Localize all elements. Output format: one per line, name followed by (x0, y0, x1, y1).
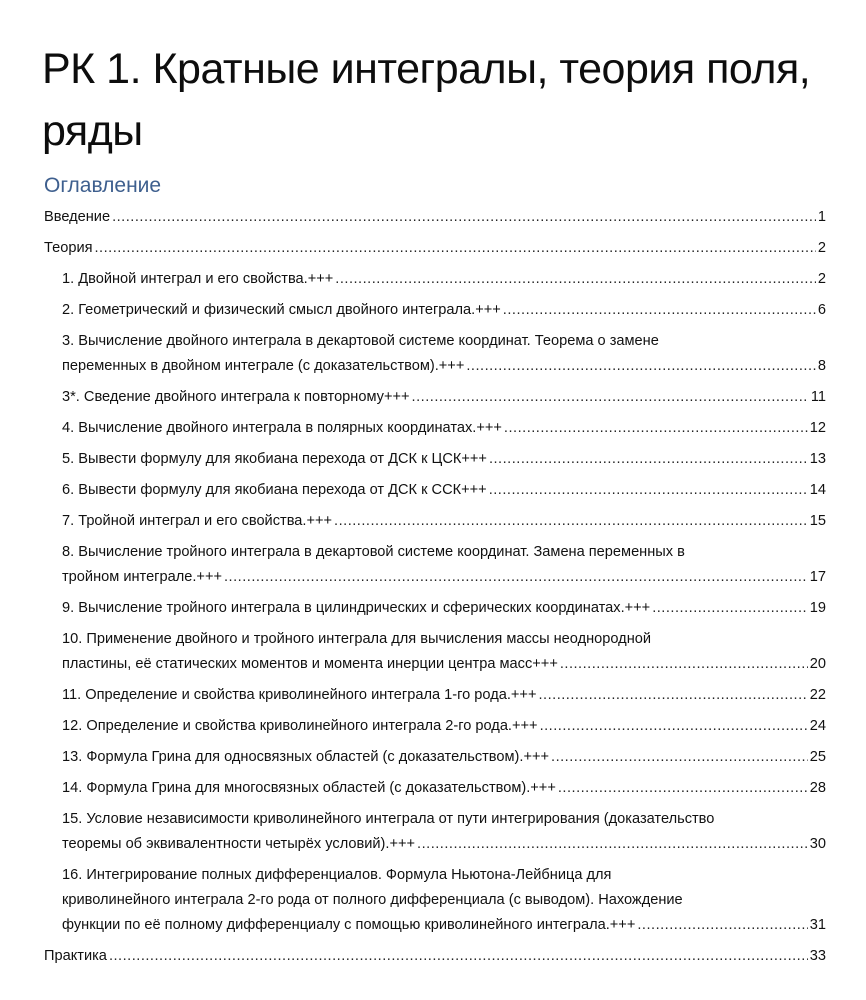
toc-section-entry[interactable] (44, 205, 826, 230)
toc-page-number: 15 (809, 513, 826, 529)
toc-subsection-entry[interactable] (44, 683, 826, 708)
toc-entry-last-line (44, 236, 826, 261)
toc-page-number: 13 (809, 451, 826, 467)
document-title: РК 1. Кратные интегралы, теория поля, ряды (42, 45, 811, 155)
toc-section-entry[interactable] (44, 236, 826, 261)
toc-page-number: 1 (817, 209, 826, 225)
toc-link[interactable] (62, 776, 826, 801)
toc-link[interactable] (62, 267, 826, 292)
toc-dot-leader (224, 565, 808, 590)
toc-dot-leader (334, 509, 808, 534)
toc-page-number: 33 (809, 948, 826, 964)
toc-entry-text-line: 3. Вычисление двойного интеграла в декартовой системе координат. Теорема о замене (62, 333, 659, 349)
toc-dot-leader (652, 596, 808, 621)
toc-dot-leader (551, 745, 808, 770)
toc-entry-text: тройном интеграле.+++ (62, 569, 222, 585)
toc-entry-last-line (62, 745, 826, 770)
toc-page-number: 28 (809, 780, 826, 796)
toc-subsection-entry[interactable] (44, 540, 826, 590)
toc-dot-leader (489, 447, 808, 472)
toc-entry-last-line (62, 714, 826, 739)
toc-subsection-entry[interactable] (44, 329, 826, 379)
toc-page-number: 2 (817, 271, 826, 287)
toc-subsection-entry[interactable] (44, 863, 826, 938)
toc-entry-last-line (62, 509, 826, 534)
toc-entry-text: 1. Двойной интеграл и его свойства.+++ (62, 271, 334, 287)
toc-dot-leader (503, 298, 816, 323)
toc-link[interactable] (44, 205, 826, 230)
toc-entry-last-line (62, 354, 826, 379)
toc-entry-last-line (62, 565, 826, 590)
toc-entry-last-line (62, 832, 826, 857)
toc-link[interactable] (62, 745, 826, 770)
toc-page-number: 2 (817, 240, 826, 256)
toc-section-entry[interactable] (44, 944, 826, 969)
toc-link[interactable] (62, 447, 826, 472)
toc-subsection-entry[interactable] (44, 416, 826, 441)
toc-link[interactable] (62, 509, 826, 534)
toc-page-number: 20 (809, 656, 826, 672)
toc-subsection-entry[interactable] (44, 298, 826, 323)
toc-entry-last-line (62, 683, 826, 708)
toc-subsection-entry[interactable] (44, 478, 826, 503)
toc-entry-text: пластины, её статических моментов и момента инерции центра масс+++ (62, 656, 558, 672)
toc-dot-leader (466, 354, 816, 379)
toc-entry-last-line (62, 596, 826, 621)
toc-entry-last-line (62, 416, 826, 441)
toc-link[interactable] (62, 298, 826, 323)
toc-entry-text: Теория (44, 240, 93, 256)
toc-entry-last-line (62, 913, 826, 938)
toc-entry-text-line: 15. Условие независимости криволинейного интеграла от пути интегрирования (доказательство (62, 811, 715, 827)
toc-subsection-entry[interactable] (44, 745, 826, 770)
toc-link[interactable] (62, 807, 826, 857)
toc-entry-text-line: 8. Вычисление тройного интеграла в декартовой системе координат. Замена переменных в (62, 544, 685, 560)
toc-link[interactable] (62, 329, 826, 379)
toc-subsection-entry[interactable] (44, 714, 826, 739)
toc-entry-text: 11. Определение и свойства криволинейного интеграла 1-го рода.+++ (62, 687, 537, 703)
toc-entry-text: 2. Геометрический и физический смысл двойного интеграла.+++ (62, 302, 501, 318)
toc-entry-last-line (62, 478, 826, 503)
toc-subsection-entry[interactable] (44, 509, 826, 534)
toc-entry-text-line: 16. Интегрирование полных дифференциалов. Формула Ньютона-Лейбница для (62, 867, 612, 883)
toc-dot-leader (335, 267, 816, 292)
toc-entry-text: функции по её полному дифференциалу с помощью криволинейного интеграла.+++ (62, 917, 636, 933)
toc-subsection-entry[interactable] (44, 447, 826, 472)
toc-entry-text: 7. Тройной интеграл и его свойства.+++ (62, 513, 333, 529)
toc-subsection-entry[interactable] (44, 596, 826, 621)
toc-link[interactable] (44, 944, 826, 969)
toc-page-number: 17 (809, 569, 826, 585)
toc-link[interactable] (62, 385, 826, 410)
toc-page-number: 25 (809, 749, 826, 765)
toc-subsection-entry[interactable] (44, 776, 826, 801)
toc-dot-leader (417, 832, 808, 857)
toc-dot-leader (637, 913, 807, 938)
toc-dot-leader (112, 205, 816, 230)
toc-entry-last-line (44, 205, 826, 230)
toc-entry-text: 14. Формула Грина для многосвязных областей (с доказательством).+++ (62, 780, 556, 796)
toc-subsection-entry[interactable] (44, 385, 826, 410)
toc-dot-leader (540, 714, 808, 739)
toc-entry-text-line: 10. Применение двойного и тройного интеграла для вычисления массы неоднородной (62, 631, 652, 647)
table-of-contents (44, 205, 826, 975)
toc-entry-last-line (62, 776, 826, 801)
toc-subsection-entry[interactable] (44, 807, 826, 857)
toc-page-number: 8 (817, 358, 826, 374)
toc-page-number: 24 (809, 718, 826, 734)
toc-dot-leader (412, 385, 809, 410)
toc-link[interactable] (62, 714, 826, 739)
toc-page-number: 19 (809, 600, 826, 616)
toc-page-number: 14 (809, 482, 826, 498)
toc-entry-text-line: криволинейного интеграла 2-го рода от полного дифференциала (с выводом). Нахождение (62, 892, 683, 908)
toc-entry-text: 13. Формула Грина для односвязных областей (с доказательством).+++ (62, 749, 550, 765)
toc-entry-last-line (62, 298, 826, 323)
toc-entry-text: 6. Вывести формулу для якобиана перехода от ДСК к ССК+++ (62, 482, 487, 498)
toc-page-number: 6 (817, 302, 826, 318)
toc-entry-text: переменных в двойном интеграле (с доказательством).+++ (62, 358, 465, 374)
toc-entry-text: Практика (44, 948, 107, 964)
toc-link[interactable] (62, 540, 826, 590)
toc-page-number: 12 (809, 420, 826, 436)
toc-entry-last-line (62, 447, 826, 472)
toc-heading: Оглавление (44, 174, 162, 197)
toc-entry-last-line (44, 944, 826, 969)
toc-page-number: 22 (809, 687, 826, 703)
toc-entry-text: 4. Вычисление двойного интеграла в полярных координатах.+++ (62, 420, 502, 436)
toc-entry-last-line (62, 385, 826, 410)
toc-page-number: 30 (809, 836, 826, 852)
toc-subsection-entry[interactable] (44, 267, 826, 292)
toc-dot-leader (560, 652, 808, 677)
toc-entry-text: Введение (44, 209, 111, 225)
toc-entry-last-line (62, 652, 826, 677)
toc-dot-leader (489, 478, 808, 503)
toc-link[interactable] (44, 236, 826, 261)
toc-entry-text: 3*. Сведение двойного интеграла к повторному+++ (62, 389, 410, 405)
toc-dot-leader (95, 236, 816, 261)
toc-dot-leader (538, 683, 807, 708)
toc-link[interactable] (62, 627, 826, 677)
toc-dot-leader (558, 776, 808, 801)
toc-entry-text: теоремы об эквивалентности четырёх условий).+++ (62, 836, 416, 852)
toc-dot-leader (109, 944, 808, 969)
toc-subsection-entry[interactable] (44, 627, 826, 677)
toc-link[interactable] (62, 478, 826, 503)
toc-dot-leader (504, 416, 808, 441)
toc-page-number: 31 (809, 917, 826, 933)
toc-entry-text: 5. Вывести формулу для якобиана перехода от ДСК к ЦСК+++ (62, 451, 487, 467)
toc-entry-text: 9. Вычисление тройного интеграла в цилиндрических и сферических координатах.+++ (62, 600, 651, 616)
toc-page-number: 11 (810, 389, 826, 405)
toc-link[interactable] (62, 416, 826, 441)
toc-link[interactable] (62, 683, 826, 708)
toc-link[interactable] (62, 596, 826, 621)
toc-link[interactable] (62, 863, 826, 938)
toc-entry-last-line (62, 267, 826, 292)
toc-entry-text: 12. Определение и свойства криволинейного интеграла 2-го рода.+++ (62, 718, 538, 734)
